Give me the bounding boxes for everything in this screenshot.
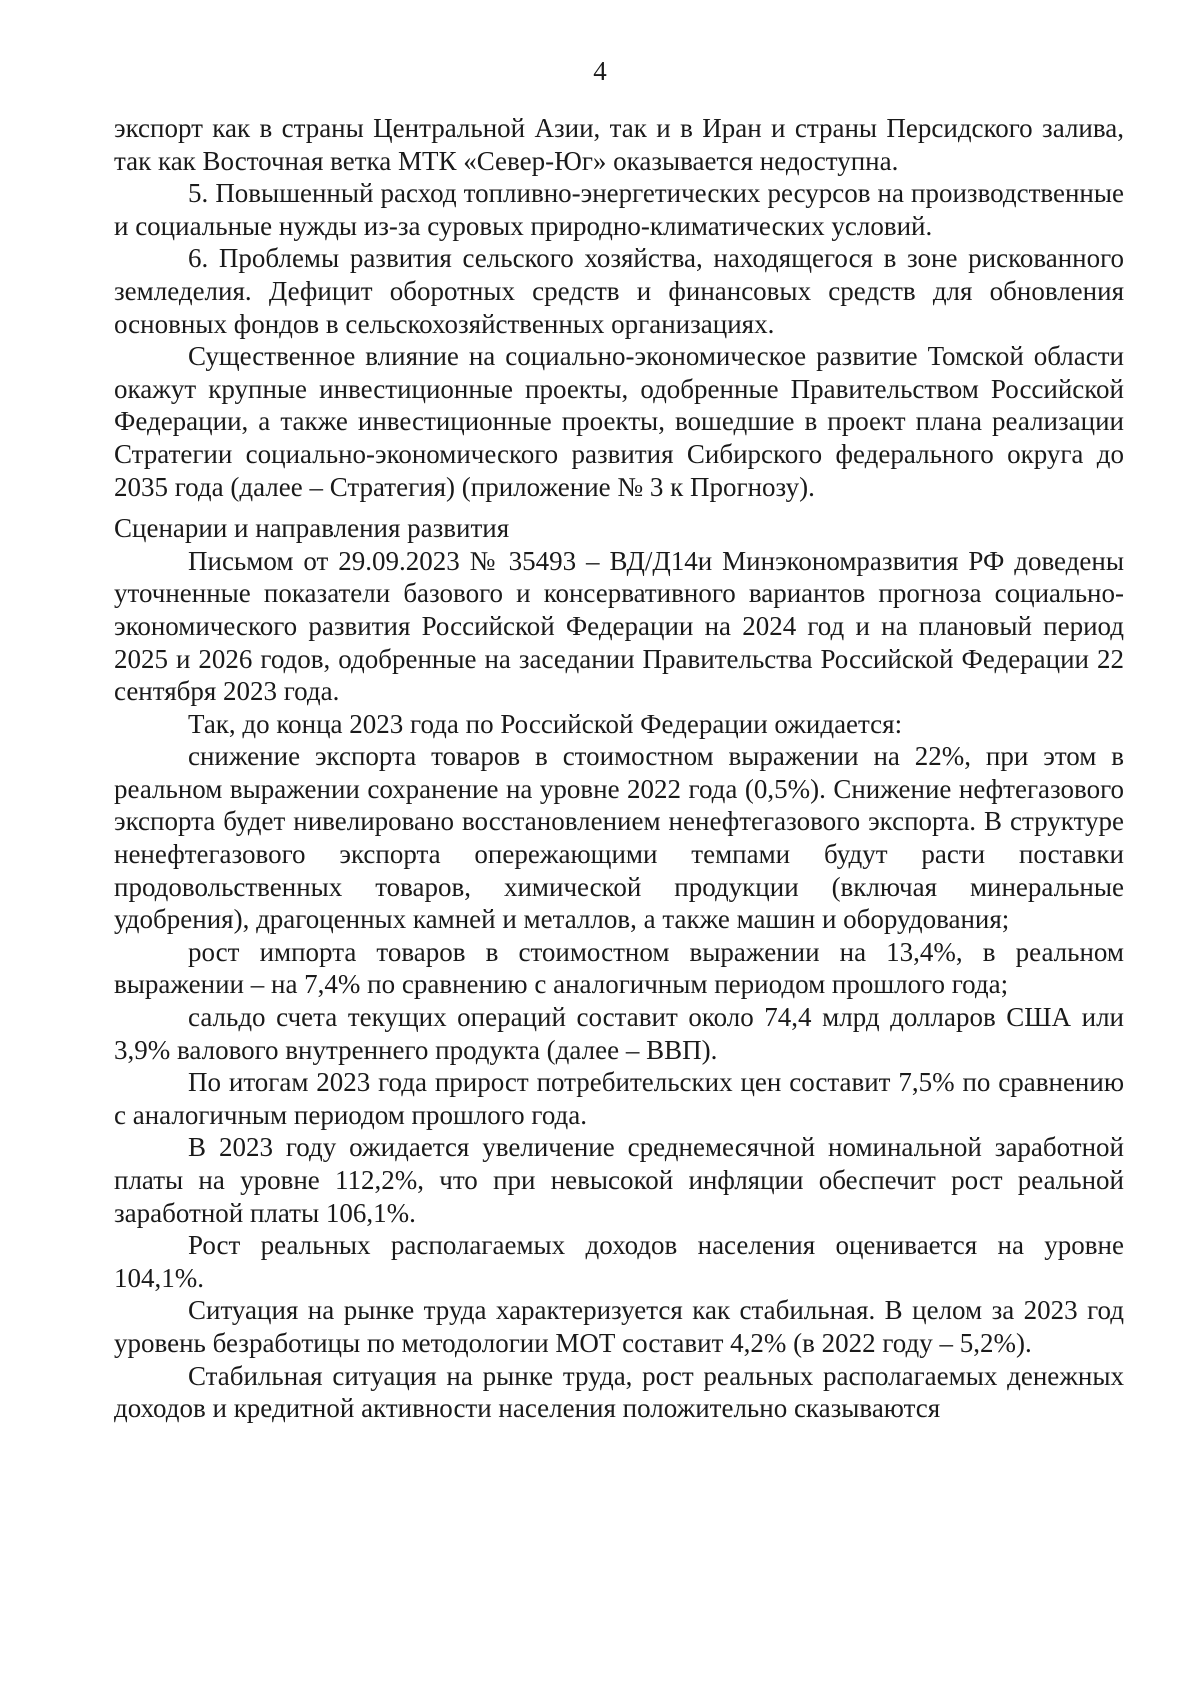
paragraph-consumer-prices: По итогам 2023 года прирост потребительских цен составит 7,5% по сравнению с аналогичным периодом прошлого года.	[114, 1067, 1124, 1130]
paragraph-item-5-energy-consumption: 5. Повышенный расход топливно-энергетических ресурсов на производственные и социальные нужды из-за суровых природно-климатических условий.	[114, 178, 1124, 241]
paragraph-current-account: сальдо счета текущих операций составит около 74,4 млрд долларов США или 3,9% валового внутреннего продукта (далее – ВВП).	[114, 1002, 1124, 1065]
page-number: 4	[593, 56, 607, 86]
paragraph-labor-market: Ситуация на рынке труда характеризуется как стабильная. В целом за 2023 год уровень безработицы по методологии МОТ составит 4,2% (в 2022 году – 5,2%).	[114, 1295, 1124, 1358]
paragraph-export-continuation: экспорт как в страны Центральной Азии, так и в Иран и страны Персидского залива, так как Восточная ветка МТК «Север-Юг» оказывается недоступна.	[114, 113, 1124, 176]
paragraph-expectations-intro: Так, до конца 2023 года по Российской Федерации ожидается:	[188, 708, 903, 739]
paragraph-investment-projects: Существенное влияние на социально-экономическое развитие Томской области окажут крупные инвестиционные проекты, одобренные Правительством Российской Федерации, а также инвестиционные проекты, вошедшие в проект плана реализации Стратегии социально-экономического развития Сибирского федерального округа до 2035 года (далее – Стратегия) (приложение № 3 к Прогнозу).	[114, 341, 1124, 502]
paragraph-real-income: Рост реальных располагаемых доходов населения оценивается на уровне 104,1%.	[114, 1230, 1124, 1293]
paragraph-export-decline: снижение экспорта товаров в стоимостном выражении на 22%, при этом в реальном выражении сохранение на уровне 2022 года (0,5%). Снижение нефтегазового экспорта будет нивелировано восстановлением ненефтегазового экспорта. В структуре ненефтегазового экспорта опережающими темпами будут расти поставки продовольственных товаров, химической продукции (включая минеральные удобрения), драгоценных камней и металлов, а также машин и оборудования;	[114, 741, 1124, 935]
paragraph-import-growth: рост импорта товаров в стоимостном выражении на 13,4%, в реальном выражении – на 7,4% по сравнению с аналогичным периодом прошлого года;	[114, 936, 1124, 1000]
paragraph-ministry-letter: Письмом от 29.09.2023 № 35493 – ВД/Д14и Минэкономразвития РФ доведены уточненные показатели базового и консервативного вариантов прогноза социально-экономического развития Российской Федерации на 2024 год и на плановый период 2025 и 2026 годов, одобренные на заседании Правительства Российской Федерации 22 сентября 2023 года.	[114, 545, 1124, 707]
paragraph-wages: В 2023 году ожидается увеличение среднемесячной номинальной заработной платы на уровне 112,2%, что при невысокой инфляции обеспечит рост реальной заработной платы 106,1%.	[114, 1132, 1124, 1228]
paragraph-stable-situation: Стабильная ситуация на рынке труда, рост реальных располагаемых денежных доходов и кредитной активности населения положительно сказываются	[114, 1360, 1124, 1424]
paragraph-item-6-agriculture: 6. Проблемы развития сельского хозяйства, находящегося в зоне рискованного земледелия. Дефицит оборотных средств и финансовых средств для обновления основных фондов в сельскохозяйственных организациях.	[114, 243, 1124, 339]
section-heading: Сценарии и направления развития	[114, 513, 510, 544]
document-body	[114, 112, 1124, 1425]
